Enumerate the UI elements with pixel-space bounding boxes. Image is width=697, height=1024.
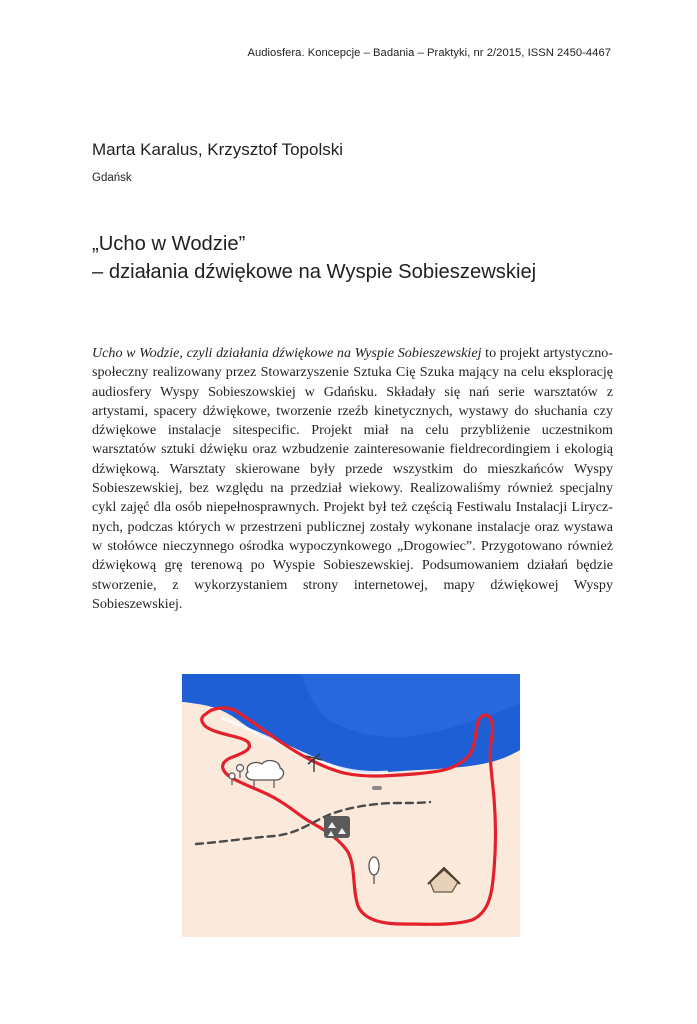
article-title-line-2: – działania dźwiękowe na Wyspie Sobieszewskiej <box>92 261 537 283</box>
article-title-line-1: „Ucho w Wodzie” <box>92 233 246 255</box>
article-authors: Marta Karalus, Krzysztof Topolski <box>92 140 343 159</box>
running-header: Audiosfera. Koncepcje – Badania – Praktyki, nr 2/2015, ISSN 2450-4467 <box>247 47 611 59</box>
map-marker-log <box>372 786 382 790</box>
abstract-body: to projekt artystyczno-społeczny realizowany przez Stowarzyszenie Sztuka Cię Szuka mający na celu eksplorację audiosfery Wyspy Sobieszowskiej w Gdańsku. Składały się nań serie warsztatów z artystami, spacery dźwiękowe, tworzenie rzeźb kinetycznych, wystawy do słuchania czy dźwiękowe instalacje sitespecific. Projekt miał na celu przybliżenie uczestnikom warsztatów sztuki dźwięku oraz wzbudzenie zainteresowanie fieldrecordingiem i ekologią dźwiękową. Warsztaty skierowane były przede wszystkim do mieszkańców Wyspy Sobieszewskiej, bez względu na przedział wiekowy. Realizowaliśmy również specjalny cykl zajęć dla osób niepełnosprawnych. Projekt był też częścią Festiwalu Instalacji Lirycznych, podczas których w przestrzeni publicznej zostały wykonane instalacje oraz wystawa w stołówce nieczynnego ośrodka wypoczynkowego „Drogowiec”. Przygotowano również dźwiękową grę terenową po Wyspie Sobieszewskiej. Podsumowaniem działań będzie stworzenie, z wykorzystaniem strony internetowej, mapy dźwiękowej Wyspy Sobieszewskiej. <box>92 345 613 612</box>
abstract-lead: Ucho w Wodzie, czyli działania dźwiękowe na Wyspie Sobieszewskiej <box>92 345 482 361</box>
article-affiliation: Gdańsk <box>92 172 132 184</box>
article-title <box>92 230 536 286</box>
island-map-illustration <box>182 674 520 937</box>
article-abstract <box>92 344 613 614</box>
island-map-drawing <box>182 674 520 937</box>
map-marker-building-cluster <box>324 816 350 838</box>
